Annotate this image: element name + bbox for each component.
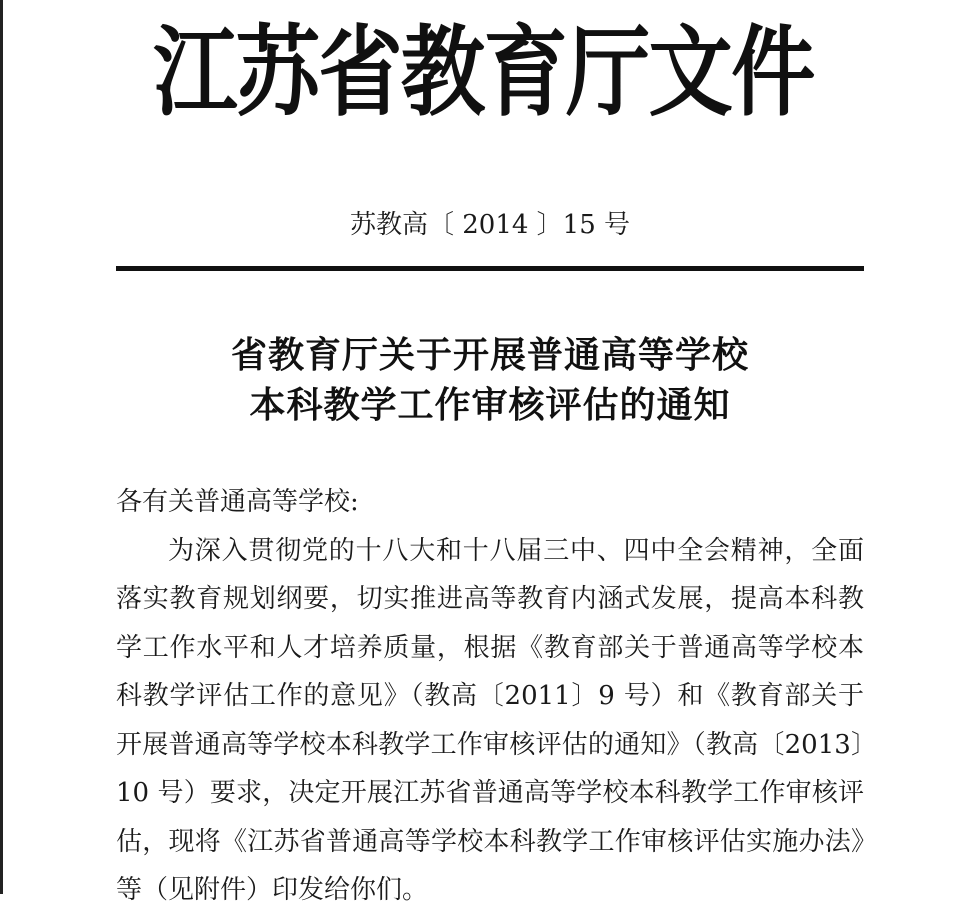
document-number: 苏教高〔 2014 〕15 号 bbox=[349, 210, 631, 240]
scan-edge-line bbox=[0, 0, 3, 894]
document-banner: 江苏省教育厅文件 bbox=[153, 15, 814, 130]
notice-title bbox=[0, 330, 980, 430]
notice-title-line-2: 本科教学工作审核评估的通知 bbox=[249, 384, 731, 426]
header-divider bbox=[116, 266, 864, 271]
notice-body bbox=[116, 478, 864, 915]
salutation: 各有关普通高等学校: bbox=[116, 487, 359, 517]
notice-title-line-1: 省教育厅关于开展普通高等学校 bbox=[230, 334, 749, 376]
body-paragraph: 为深入贯彻党的十八大和十八届三中、四中全会精神，全面落实教育规划纲要，切实推进高等教育内涵式发展，提高本科教学工作水平和人才培养质量，根据《教育部关于普通高等学校本科教学评估工作的意见》（教高〔2011〕9 号）和《教育部关于开展普通高等学校本科教学工作审核评估的通知》（教高〔2013〕10 号）要求，决定开展江苏省普通高等学校本科教学工作审核评估，现将《江苏省普通高等学校本科教学工作审核评估实施办法》等（见附件）印发给你们。 bbox=[116, 535, 864, 905]
